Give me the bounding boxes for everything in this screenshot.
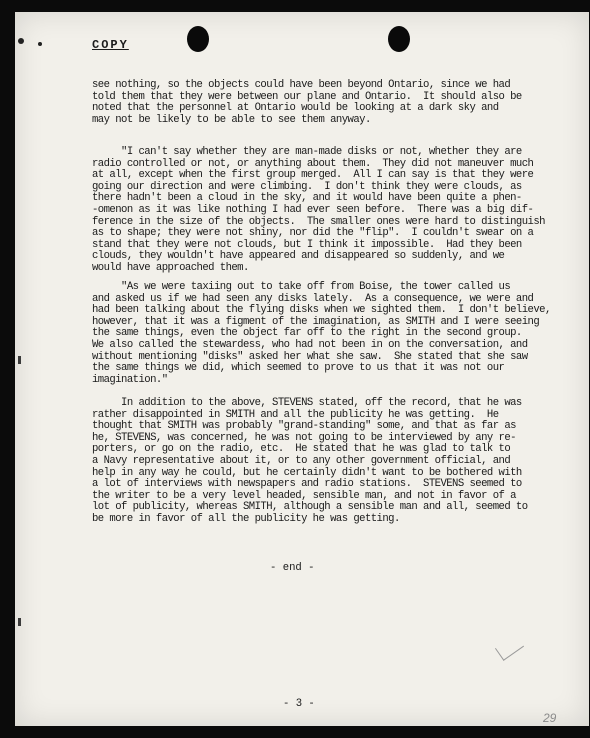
end-marker: - end -	[270, 562, 315, 574]
paragraph-2: "I can't say whether they are man-made disks or not, whether they are radio controlled or not, or anything about them. They did not maneuver much at all, except when the first group merged. All I can say is that they were going our direction and were climbing. I don't think they were clouds, as there hadn't been a cloud in the sky, and it would have been quite a phen- -omenon as it was like nothing I had ever seen before. There was a big dif- ference in the size of the objects. The smaller ones were hard to distinguish as to shape; they were not shiny, nor did the "flip". I couldn't swear on a stand that they were not clouds, but I think it impossible. Had they been clouds, they wouldn't have appeared and disappeared so suddenly, and we would have approached them.	[92, 146, 545, 274]
punch-hole-left	[187, 26, 209, 52]
margin-tick	[18, 618, 21, 626]
ink-speck	[38, 42, 42, 46]
paragraph-3: "As we were taxiing out to take off from Boise, the tower called us and asked us if we had seen any disks lately. As a consequence, we were and had been talking about the flying disks when we sighted them. I don't believe, however, that it was a figment of the imagination, as SMITH and I were seeing the same things, even the object far off to the right in the second group. We also called the stewardess, who had not been in on the conversation, and without mentioning "disks" asked her what she saw. She stated that she saw the same things we did, which seemed to prove to us that it was not our imagination."	[92, 281, 551, 386]
copy-label: COPY	[92, 38, 129, 52]
paragraph-4: In addition to the above, STEVENS stated, off the record, that he was rather disappointed in SMITH and all the publicity he was getting. He thought that SMITH was probably "grand-standing" some, and that as far as he, STEVENS, was concerned, he was not going to be interviewed by any re- porters, or go on the radio, etc. He stated that he was glad to talk to a Navy representative about it, or to any other government official, and help in any way he could, but he certainly didn't want to be bothered with a lot of interviews with newspapers and radio stations. STEVENS seemed to the writer to be a very level headed, sensible man, and not in favor of a lot of publicity, whereas SMITH, although a sensible man and all, seemed to be more in favor of all the publicity he was getting.	[92, 397, 528, 525]
ink-speck	[18, 38, 24, 44]
punch-hole-right	[388, 26, 410, 52]
corner-handwritten-number: 29	[543, 711, 557, 725]
page-number: - 3 -	[283, 698, 315, 710]
margin-tick	[18, 356, 21, 364]
paragraph-1: see nothing, so the objects could have been beyond Ontario, since we had told them that they were between our plane and Ontario. It should also be noted that the personnel at Ontario would be looking at a dark sky and may not be likely to be able to see them anyway.	[92, 79, 522, 126]
